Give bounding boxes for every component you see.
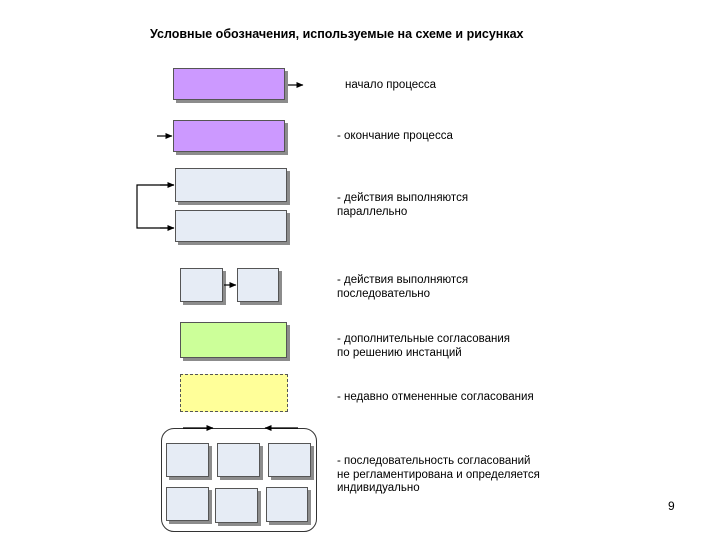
process-end-label: - окончание процесса — [337, 130, 453, 142]
unregulated-sequence-label: - последовательность согласований не регламентирована и определяется индивидуально — [337, 455, 540, 494]
sequential-actions-label: - действия выполняются последовательно — [337, 274, 469, 300]
process-start-label: начало процесса — [345, 79, 437, 91]
cancelled-approvals-label: - недавно отмененные согласования — [337, 391, 534, 403]
additional-approvals-label: - дополнительные согласования по решению инстанций — [337, 333, 511, 359]
page-title: Условные обозначения, используемые на схеме и рисунках — [150, 27, 524, 41]
parallel-actions-label: - действия выполняются параллельно — [337, 192, 469, 218]
parallel-bracket — [137, 185, 174, 228]
page-number: 9 — [668, 499, 675, 513]
